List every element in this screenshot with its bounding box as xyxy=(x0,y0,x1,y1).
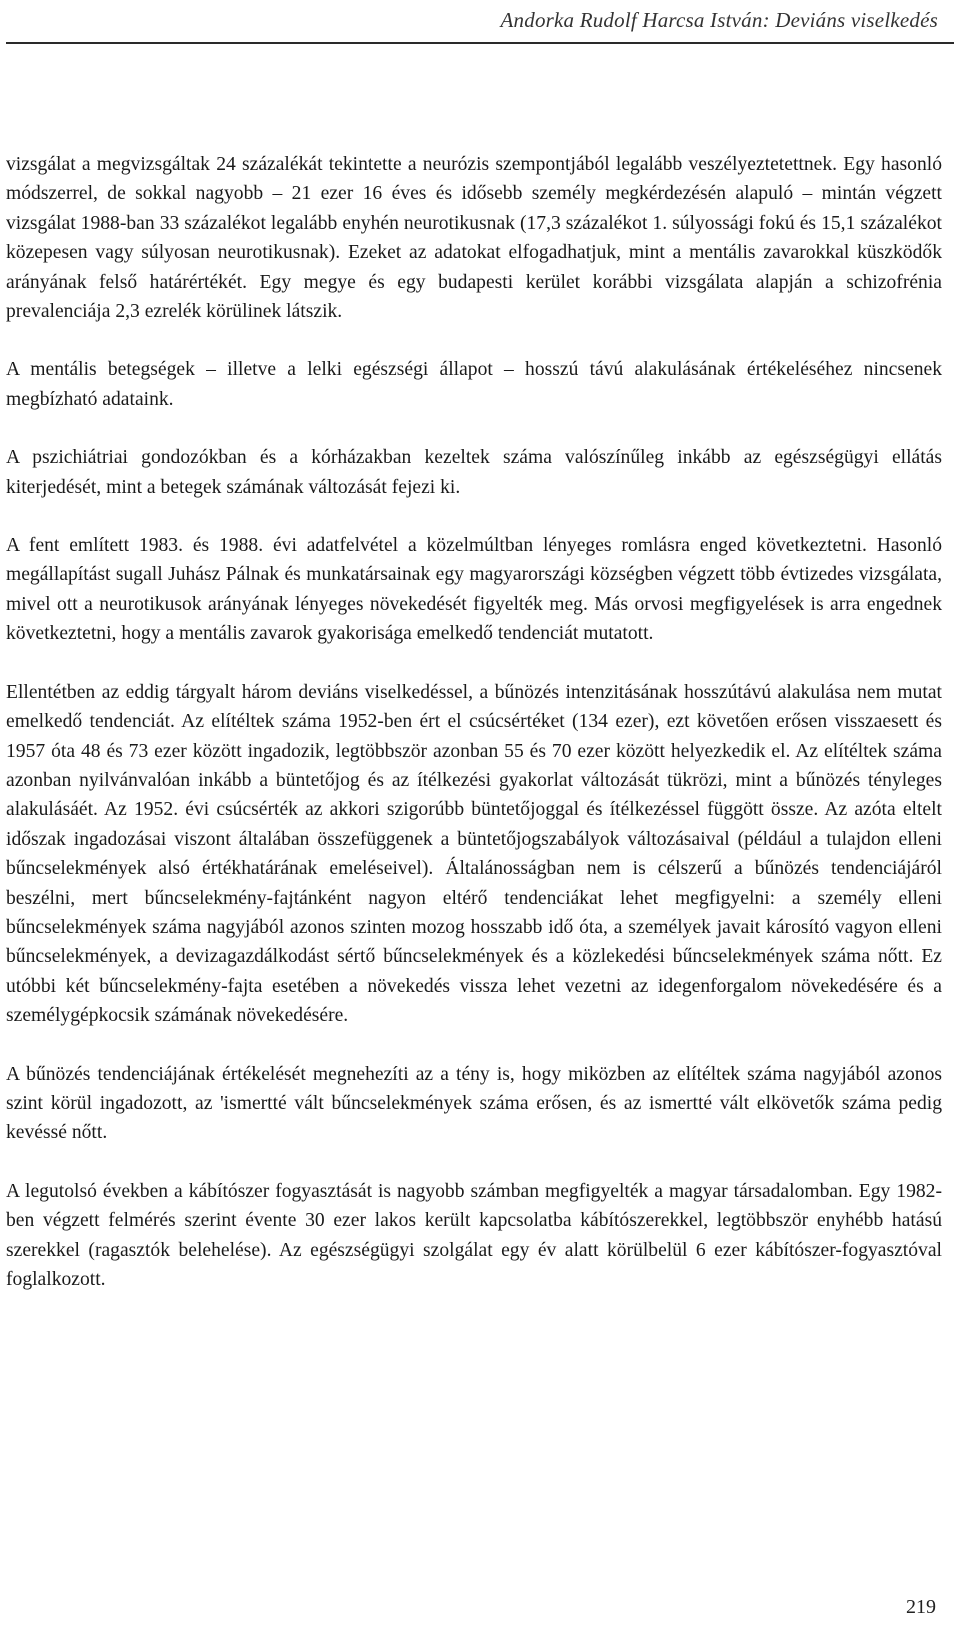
paragraph-crime-trends: Ellentétben az eddig tárgyalt három deviáns viselkedéssel, a bűnözés intenzitásának hosszútávú alakulása nem mutat emelkedő tendenciát. Az elítéltek száma 1952-ben ért el csúcsértéket (134 ezer), ezt követően erősen visszaesett és 1957 óta 48 és 73 ezer között ingadozik, legtöbbször azonban 55 és 70 ezer között helyezkedik el. Az elítéltek száma azonban nyilvánvalóan inkább a büntetőjog és az ítélkezési gyakorlat változását tükrözi, mint a bűnözés tényleges alakulásáét. Az 1952. évi csúcsérték az akkori szigorúbb büntetőjoggal és ítélkezéssel függött össze. Az azóta eltelt időszak ingadozásai viszont általában összefüggenek a büntetőjogszabályok változásaival (például a tulajdon elleni bűncselekmények alsó értékhatárának emeléseivel). Általánosságban nem is célszerű a bűnözés tendenciájáról beszélni, mert bűncselekmény-fajtánként nagyon eltérő tendenciákat lehet megfigyelni: a személy elleni bűncselekmények száma nagyjából azonos szinten mozog hosszabb idő óta, a személyek javait károsító vagyon elleni bűncselekmények, a devizagazdálkodást sértő bűncselekmények és a közlekedési bűncselekmények száma nőtt. Ez utóbbi két bűncselekmény-fajta esetében a növekedés vissza lehet vezetni az idegenforgalom növekedésére és a személygépkocsik számának növekedésére. xyxy=(6,681,942,1027)
paragraph-neurosis-survey: vizsgálat a megvizsgáltak 24 százalékát tekintette a neurózis szempontjából legalább veszélyeztetettnek. Egy hasonló módszerrel, de sokkal nagyobb – 21 ezer 16 éves és idősebb személy megkérdezésén alapuló – mintán végzett vizsgálat 1988-ban 33 százalékot legalább enyhén neurotikusnak (17,3 százalékot 1. súlyossági fokú és 15,1 százalékot közepesen vagy súlyosan neurotikusnak). Ezeket az adatokat elfogadhatjuk, mint a mentális zavarokkal küszködők arányának felső határértékét. Egy megye és egy budapesti kerület korábbi vizsgálata alapján a schizofrénia prevalenciája 2,3 ezrelék körülinek látszik. xyxy=(6,154,942,323)
body-text xyxy=(6,150,942,1323)
page-header xyxy=(0,6,960,40)
header-divider xyxy=(6,42,954,44)
paragraph-drug-use: A legutolsó években a kábítószer fogyasztását is nagyobb számban megfigyelték a magyar társadalomban. Egy 1982-ben végzett felmérés szerint évente 30 ezer lakos került kapcsolatba kábítószerekkel, legtöbbször enyhébb hatású szerekkel (ragasztók belehelése). Az egészségügyi szolgálat egy év alatt körülbelül 6 ezer kábítószer-fogyasztóval foglalkozott. xyxy=(6,1180,942,1290)
paragraph-mental-illness-trend: A mentális betegségek – illetve a lelki egészségi állapot – hosszú távú alakulásának értékeléséhez nincsenek megbízható adataink. xyxy=(6,359,942,410)
running-head-title: Andorka Rudolf Harcsa István: Deviáns viselkedés xyxy=(500,8,938,32)
paragraph-deterioration: A fent említett 1983. és 1988. évi adatfelvétel a közelmúltban lényeges romlásra enged következtetni. Hasonló megállapítást sugall Juhász Pálnak és munkatársainak egy magyarországi községben végzett több évtizedes vizsgálata, mivel ott a neurotikusok arányának lényeges növekedését figyelték meg. Más orvosi megfigyelések is arra engednek következtetni, hogy a mentális zavarok gyakorisága emelkedő tendenciát mutatott. xyxy=(6,535,942,645)
paragraph-crime-evaluation: A bűnözés tendenciájának értékelését megnehezíti az a tény is, hogy miközben az elítéltek száma nagyjából azonos szint körül ingadozott, az 'ismertté vált bűncselekmények száma erősen, és az ismertté vált elkövetők száma pedig kevéssé nőtt. xyxy=(6,1063,942,1144)
paragraph-psychiatric-care: A pszichiátriai gondozókban és a kórházakban kezeltek száma valószínűleg inkább az egészségügyi ellátás kiterjedését, mint a betegek számának változását fejezi ki. xyxy=(6,447,942,498)
page-number: 219 xyxy=(906,1596,936,1618)
